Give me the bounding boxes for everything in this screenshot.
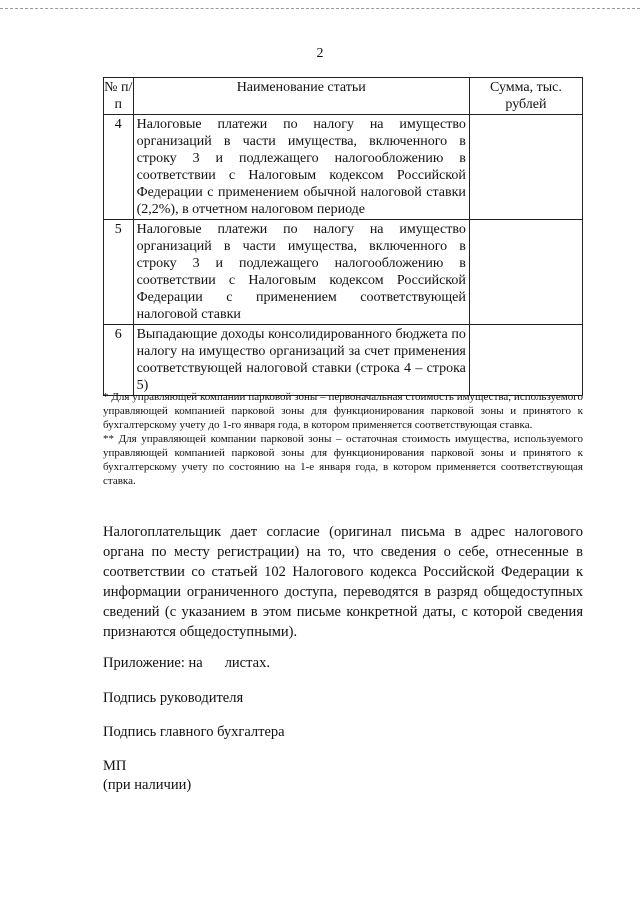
- row-item-text: Выпадающие доходы консолидированного бюджета по налогу на имущество организаций за счет применения соответствующей налоговой ставки (строка 4 – строка 5): [136, 327, 466, 393]
- table-row: [104, 325, 583, 396]
- attachment-line: [103, 655, 270, 672]
- signature-accountant: Подпись главного бухгалтера: [103, 724, 285, 740]
- stamp-note: (при наличии): [103, 777, 192, 793]
- row-number: 6: [104, 325, 134, 396]
- attachment-label: Приложение: на: [103, 655, 203, 671]
- row-item-text: Налоговые платежи по налогу на имущество организаций в части имущества, включенного в строку 3 и подлежащего налогообложению в соответствии с Налоговым кодексом Российской Федерации с применением соответствующей налоговой ставки: [136, 222, 466, 322]
- header-item-name: Наименование статьи: [133, 78, 469, 115]
- row-item-text: Налоговые платежи по налогу на имущество организаций в части имущества, включенного в строку 3 и подлежащего налогообложению в соответствии с Налоговым кодексом Российской Федерации с применением обычной налоговой ставки (2,2%), в отчетном налоговом периоде: [136, 117, 466, 217]
- footnote-1: * Для управляющей компании парковой зоны – первоначальная стоимость имущества, используемого управляющей компанией парковой зоны для функционирования парковой зоны и принятого к бухгалтерскому учету до 1-го января года, в котором применяется соответствующая ставка.: [103, 391, 583, 431]
- row-item-name: [133, 220, 469, 325]
- row-number: 4: [104, 115, 134, 220]
- row-item-name: [133, 115, 469, 220]
- row-sum: [469, 220, 582, 325]
- signature-head: Подпись руководителя: [103, 690, 244, 706]
- stamp-label: МП: [103, 758, 127, 774]
- items-table: [103, 77, 583, 396]
- top-edge-rule: [0, 8, 640, 9]
- footnotes: [103, 390, 583, 488]
- table-row: [104, 115, 583, 220]
- table-row: [104, 220, 583, 325]
- row-sum: [469, 325, 582, 396]
- page-number: 2: [316, 46, 324, 61]
- header-sum: Сумма, тыс. рублей: [469, 78, 582, 115]
- row-item-name: [133, 325, 469, 396]
- footnote-2: ** Для управляющей компании парковой зоны – остаточная стоимость имущества, используемого управляющей компанией парковой зоны для функционирования парковой зоны и принятого к бухгалтерскому учету по состоянию на 1-е января года, в котором применяется соответствующая ставка.: [103, 433, 583, 487]
- row-number: 5: [104, 220, 134, 325]
- attachment-suffix: листах.: [224, 655, 270, 671]
- header-number: № п/п: [104, 78, 134, 115]
- table-header-row: [104, 78, 583, 115]
- consent-paragraph: Налогоплательщик дает согласие (оригинал письма в адрес налогового органа по месту регистрации) на то, что сведения о себе, отнесенные в соответствии со статьей 102 Налогового кодекса Российской Федерации к информации ограниченного доступа, переводятся в разряд общедоступных сведений (с указанием в этом письме конкретной даты, с которой сведения признаются общедоступными).: [103, 524, 583, 640]
- row-sum: [469, 115, 582, 220]
